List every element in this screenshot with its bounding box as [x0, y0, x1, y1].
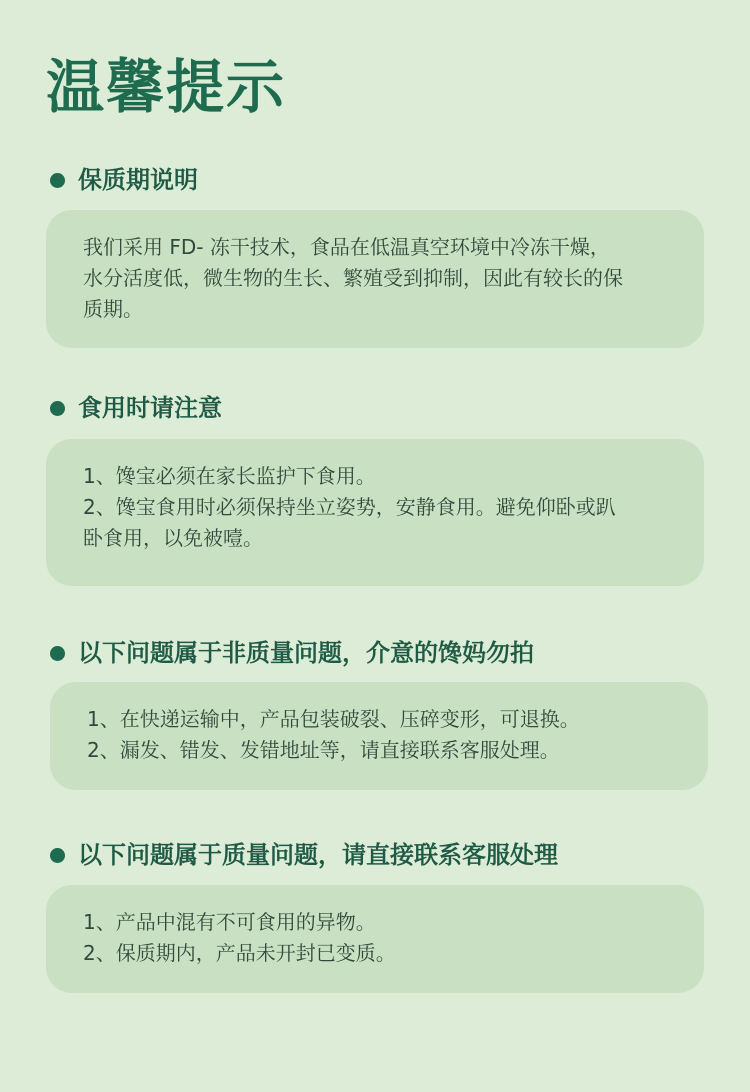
- card-line: 2、馋宝食用时必须保持坐立姿势，安静食用。避免仰卧或趴: [83, 495, 616, 519]
- page-title: 温馨提示: [46, 53, 287, 121]
- card-line: 水分活度低，微生物的生长、繁殖受到抑制，因此有较长的保: [83, 266, 623, 290]
- card-line: 2、漏发、错发、发错地址等，请直接联系客服处理。: [87, 738, 560, 762]
- section-heading-eating-notes: [50, 391, 222, 425]
- card-line: 1、产品中混有不可食用的异物。: [83, 910, 376, 934]
- card-line: 卧食用，以免被噎。: [83, 526, 263, 550]
- card-non-quality-issues: [50, 682, 708, 790]
- section-heading-label: 以下问题属于非质量问题，介意的馋妈勿拍: [78, 639, 534, 667]
- bullet-icon: [50, 646, 65, 661]
- card-line: 2、保质期内，产品未开封已变质。: [83, 941, 396, 965]
- section-heading-quality-issues: [50, 838, 558, 872]
- section-heading-non-quality-issues: [50, 636, 534, 670]
- card-line: 质期。: [83, 297, 143, 321]
- bullet-icon: [50, 173, 65, 188]
- section-heading-label: 以下问题属于质量问题，请直接联系客服处理: [78, 841, 558, 869]
- card-line: 1、在快递运输中，产品包装破裂、压碎变形，可退换。: [87, 707, 580, 731]
- card-shelf-life: [46, 210, 704, 348]
- section-heading-label: 食用时请注意: [78, 394, 222, 422]
- card-line: 我们采用 FD- 冻干技术，食品在低温真空环境中冷冻干燥，: [83, 235, 610, 259]
- card-eating-notes: [46, 439, 704, 586]
- bullet-icon: [50, 401, 65, 416]
- section-heading-shelf-life: [50, 163, 198, 197]
- section-heading-label: 保质期说明: [78, 166, 198, 194]
- card-quality-issues: [46, 885, 704, 993]
- card-line: 1、馋宝必须在家长监护下食用。: [83, 464, 376, 488]
- bullet-icon: [50, 848, 65, 863]
